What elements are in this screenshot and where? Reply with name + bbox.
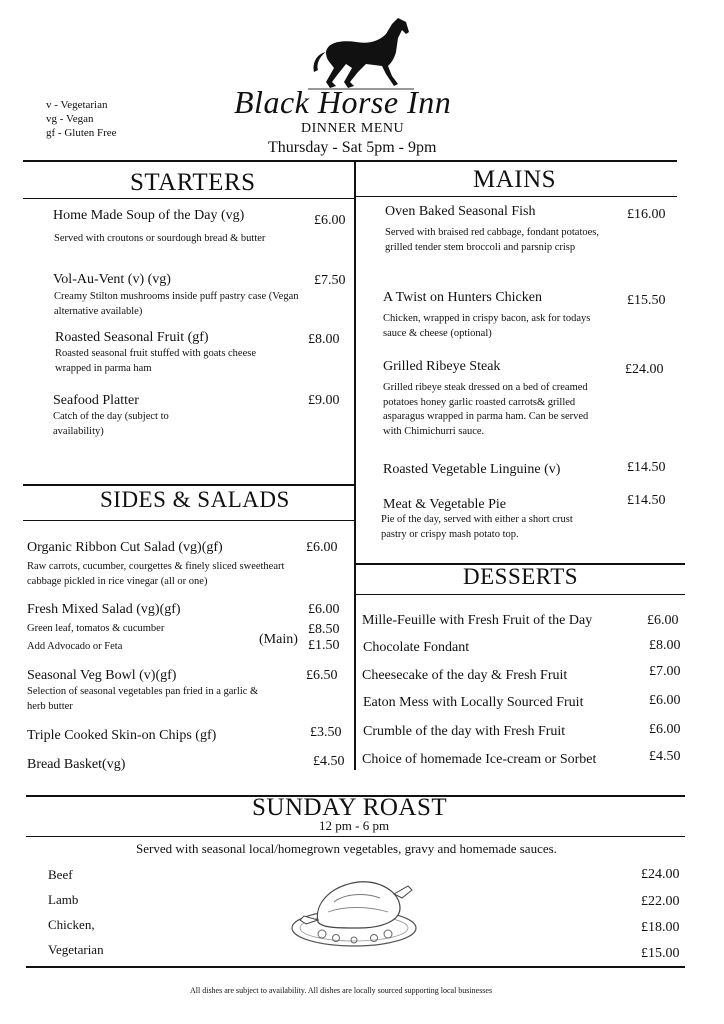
dessert-2-price: £8.00 (649, 638, 681, 653)
legend-vegetarian: v - Vegetarian (46, 99, 108, 111)
roast-3-price: £18.00 (641, 920, 680, 935)
sunday-underline (26, 836, 685, 837)
starter-2-desc: Creamy Stilton mushrooms inside puff pastry case (Vegan alternative available) (54, 291, 299, 317)
top-divider (23, 160, 677, 162)
dessert-6-name: Choice of homemade Ice-cream or Sorbet (362, 752, 597, 767)
desserts-heading: DESSERTS (463, 564, 579, 589)
starters-heading: STARTERS (130, 169, 256, 196)
sides-underline (23, 520, 354, 521)
dessert-5-price: £6.00 (649, 722, 681, 737)
sunday-heading: SUNDAY ROAST (252, 794, 448, 821)
side-2-price2: £8.50 (308, 622, 340, 637)
side-4-name: Triple Cooked Skin-on Chips (gf) (27, 728, 217, 743)
dessert-2-name: Chocolate Fondant (363, 640, 470, 655)
dessert-4-price: £6.00 (649, 693, 681, 708)
legend-vegan: vg - Vegan (46, 113, 94, 125)
restaurant-title: Black Horse Inn (234, 84, 452, 120)
starter-4-name: Seafood Platter (53, 393, 139, 408)
dessert-3-name: Cheesecake of the day & Fresh Fruit (362, 668, 568, 683)
roast-3-name: Chicken, (48, 917, 95, 932)
sunday-note: Served with seasonal local/homegrown vegetables, gravy and homemade sauces. (136, 841, 557, 856)
side-3-name: Seasonal Veg Bowl (v)(gf) (27, 668, 177, 683)
side-1-name: Organic Ribbon Cut Salad (vg)(gf) (27, 540, 223, 555)
main-3-name: Grilled Ribeye Steak (383, 359, 501, 374)
sides-top-divider (23, 484, 354, 486)
side-2-name: Fresh Mixed Salad (vg)(gf) (27, 602, 181, 617)
starters-underline (23, 198, 354, 199)
starter-1-name: Home Made Soup of the Day (vg) (53, 208, 245, 223)
dessert-4-name: Eaton Mess with Locally Sourced Fruit (363, 695, 584, 710)
starter-3-price: £8.00 (308, 332, 340, 347)
side-4-price: £3.50 (310, 725, 342, 740)
roast-4-price: £15.00 (641, 946, 680, 961)
desserts-underline (356, 594, 685, 595)
side-1-desc: Raw carrots, cucumber, courgettes & finely sliced sweetheart cabbage pickled in rice vinegar (all or one) (27, 561, 285, 587)
mains-heading: MAINS (473, 166, 557, 193)
side-2-price3: £1.50 (308, 638, 340, 653)
dessert-6-price: £4.50 (649, 749, 681, 764)
main-4-price: £14.50 (627, 460, 666, 475)
roast-chicken-illustration (288, 872, 420, 950)
main-3-price: £24.00 (625, 362, 664, 377)
roast-2-name: Lamb (48, 892, 79, 907)
main-3-desc: Grilled ribeye steak dressed on a bed of creamed potatoes honey garlic roasted carrots& grilled asparagus wrapped in parma ham. Can be served with Chimichurri sauce. (383, 382, 589, 437)
main-5-desc: Pie of the day, served with either a short crust pastry or crispy mash potato top. (381, 514, 573, 540)
main-5-price: £14.50 (627, 493, 666, 508)
footer-note: All dishes are subject to availability. All dishes are locally sourced supporting local businesses (190, 986, 493, 995)
starter-4-desc: Catch of the day (subject to availability) (53, 411, 169, 437)
side-2-desc2: Add Advocado or Feta (27, 641, 123, 652)
dessert-3-price: £7.00 (649, 664, 681, 679)
roast-4-name: Vegetarian (48, 942, 104, 957)
starter-2-name: Vol-Au-Vent (v) (vg) (53, 272, 171, 287)
side-5-price: £4.50 (313, 754, 345, 769)
side-2-main-label: (Main) (259, 632, 298, 647)
main-4-name: Roasted Vegetable Linguine (v) (383, 462, 561, 477)
starter-1-desc: Served with croutons or sourdough bread & butter (54, 233, 266, 244)
legend-gluten-free: gf - Gluten Free (46, 127, 117, 139)
side-3-price: £6.50 (306, 668, 338, 683)
dessert-1-name: Mille-Feuille with Fresh Fruit of the Day (362, 613, 593, 628)
starter-4-price: £9.00 (308, 393, 340, 408)
main-1-price: £16.00 (627, 207, 666, 222)
sunday-bottom-divider (26, 966, 685, 968)
main-2-desc: Chicken, wrapped in crispy bacon, ask for todays sauce & cheese (optional) (383, 313, 591, 339)
column-divider (354, 162, 356, 770)
main-2-price: £15.50 (627, 293, 666, 308)
starter-3-desc: Roasted seasonal fruit stuffed with goats cheese wrapped in parma ham (55, 348, 257, 374)
dessert-5-name: Crumble of the day with Fresh Fruit (363, 724, 566, 739)
side-1-price: £6.00 (306, 540, 338, 555)
mains-underline (356, 196, 677, 197)
starter-2-price: £7.50 (314, 273, 346, 288)
main-5-name: Meat & Vegetable Pie (383, 497, 506, 512)
starter-1-price: £6.00 (314, 213, 346, 228)
side-5-name: Bread Basket(vg) (27, 757, 126, 772)
main-1-name: Oven Baked Seasonal Fish (385, 204, 536, 219)
roast-1-name: Beef (48, 867, 73, 882)
starter-3-name: Roasted Seasonal Fruit (gf) (55, 330, 209, 345)
service-hours: Thursday - Sat 5pm - 9pm (268, 139, 437, 156)
side-2-desc1: Green leaf, tomatos & cucumber (27, 623, 165, 634)
sunday-hours: 12 pm - 6 pm (319, 818, 390, 833)
side-2-price: £6.00 (308, 602, 340, 617)
menu-subtitle: DINNER MENU (301, 121, 405, 136)
roast-2-price: £22.00 (641, 894, 680, 909)
roast-1-price: £24.00 (641, 867, 680, 882)
dessert-1-price: £6.00 (647, 613, 679, 628)
side-3-desc: Selection of seasonal vegetables pan fried in a garlic & herb butter (27, 686, 259, 712)
horse-logo (306, 12, 416, 92)
main-2-name: A Twist on Hunters Chicken (383, 290, 542, 305)
sides-heading: SIDES & SALADS (100, 487, 290, 512)
main-1-desc: Served with braised red cabbage, fondant potatoes, grilled tender stem broccoli and parsnip crisp (385, 227, 600, 253)
